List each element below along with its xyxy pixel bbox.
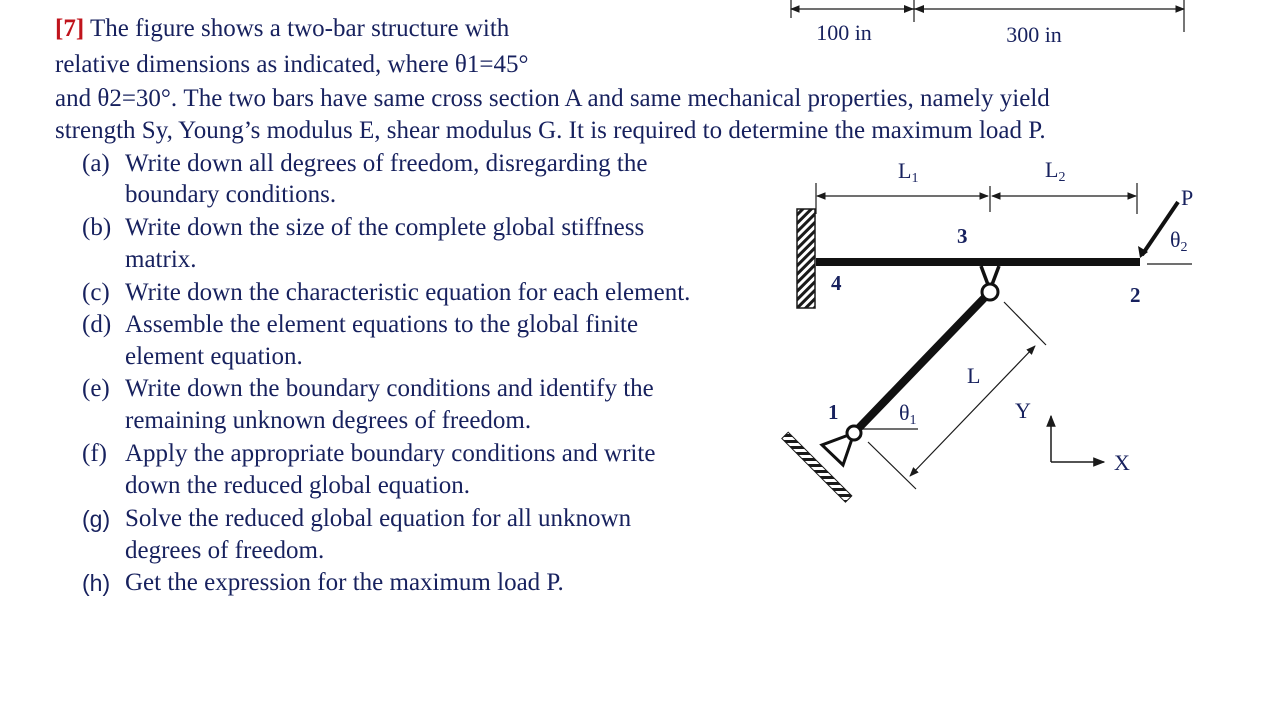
part-g-label: (g) [82, 506, 111, 532]
part-e-line-2: remaining unknown degrees of freedom. [125, 407, 532, 434]
part-c-line-1: Write down the characteristic equation for each element. [125, 279, 691, 306]
part-g-line-2: degrees of freedom. [125, 537, 325, 564]
part-h-line-1: Get the expression for the maximum load P. [125, 569, 564, 596]
part-c-label: (c) [82, 279, 110, 306]
node3-pin [982, 284, 998, 300]
node1-pin-support [782, 426, 861, 502]
part-e-label: (e) [82, 375, 110, 402]
dim-100-label: 100 in [816, 20, 872, 45]
problem-line-1-text: The figure shows a two-bar structure with [89, 15, 510, 42]
problem-number: [7] [55, 15, 85, 42]
theta1-label: θ1 [899, 400, 917, 428]
L2-label: L2 [1045, 157, 1066, 185]
part-e-line-1: Write down the boundary conditions and identify the [125, 375, 654, 402]
part-d-line-1: Assemble the element equations to the global finite [125, 311, 639, 338]
part-a-label: (a) [82, 150, 110, 177]
wall-support [797, 209, 815, 308]
part-a-text-1: Write down all degrees of freedom, disregarding the [125, 150, 648, 177]
L1-label: L1 [898, 158, 919, 186]
theta2-label: θ2 [1170, 227, 1188, 255]
L-label: L [967, 363, 981, 388]
node2-label: 2 [1130, 283, 1141, 307]
part-b-line-1: Write down the size of the complete global stiffness [125, 214, 645, 241]
node4-label: 4 [831, 271, 842, 295]
part-g-line-1: Solve the reduced global equation for all unknown [125, 505, 632, 532]
part-a-line-2: boundary conditions. [125, 181, 337, 208]
Y-axis-label: Y [1015, 398, 1031, 423]
span-dimension [816, 183, 1137, 214]
part-f-line-2: down the reduced global equation. [125, 472, 471, 499]
X-axis-label: X [1114, 450, 1130, 475]
P-label: P [1181, 185, 1194, 210]
node3-label: 3 [957, 224, 968, 248]
part-f-line-1: Apply the appropriate boundary conditions and write [125, 440, 656, 467]
problem-line-3: and θ2=30°. The two bars have same cross section A and same mechanical properties, namely yield [55, 85, 1050, 112]
part-h-label: (h) [82, 570, 111, 596]
part-f-label: (f) [82, 440, 107, 467]
problem-line-2: relative dimensions as indicated, where θ1=45° [55, 51, 529, 78]
part-b-label: (b) [82, 214, 112, 241]
node1-label: 1 [828, 400, 839, 424]
part-b-line-2: matrix. [125, 246, 197, 273]
part-d-label: (d) [82, 311, 112, 338]
dim-300-label: 300 in [1006, 22, 1062, 47]
coordinate-axes [1051, 416, 1104, 462]
part-d-line-2: element equation. [125, 343, 303, 370]
problem-line-4: strength Sy, Young’s modulus E, shear modulus G. It is required to determine the maximum load P. [55, 117, 1046, 144]
